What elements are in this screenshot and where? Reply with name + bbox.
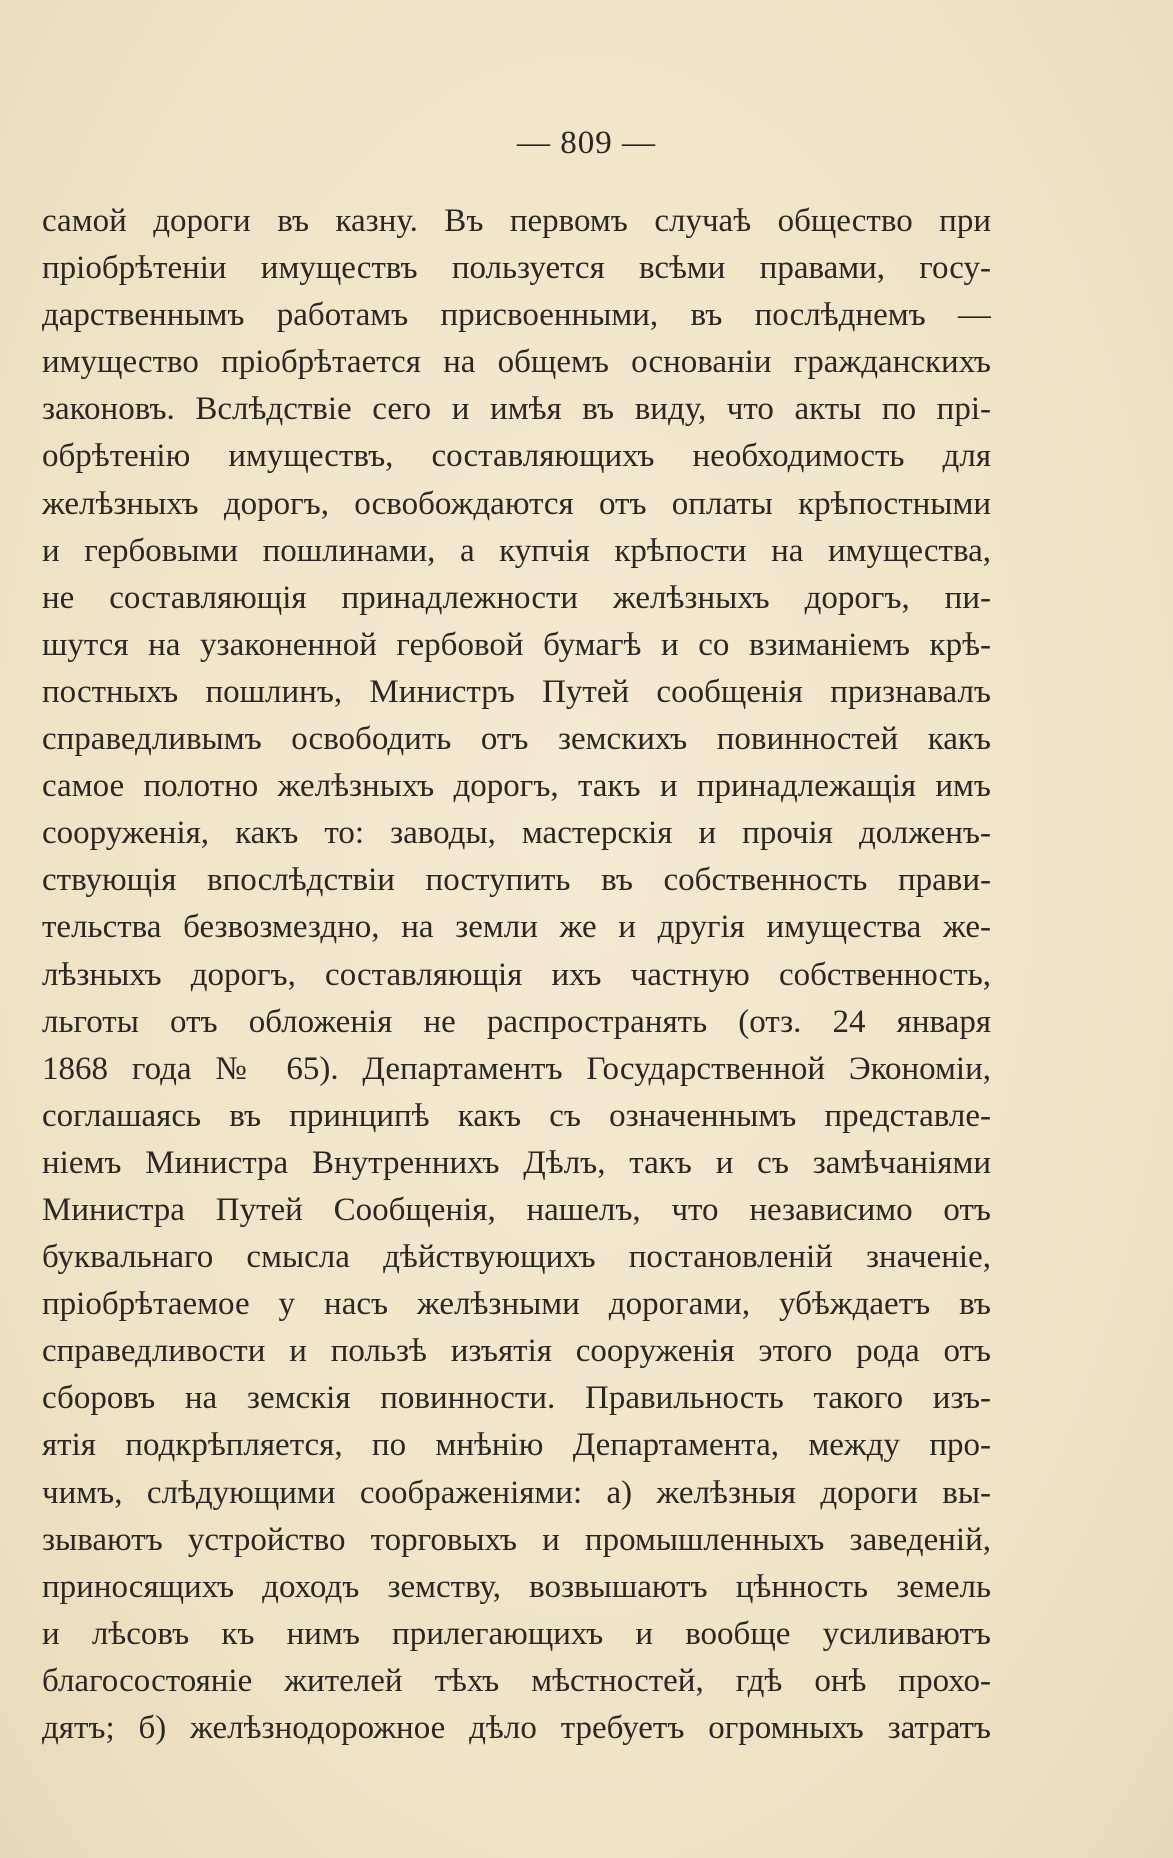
text-line: обрѣтенію имуществъ, составляющихъ необходимость для	[42, 438, 991, 475]
text-line: постныхъ пошлинъ, Министръ Путей сообщенія признавалъ	[42, 673, 991, 710]
text-line: желѣзныхъ дорогъ, освобождаются отъ оплаты крѣпостными	[42, 485, 991, 522]
text-line: справедливымъ освободить отъ земскихъ повинностей какъ	[42, 721, 991, 758]
text-line: Министра Путей Сообщенія, нашелъ, что независимо отъ	[42, 1191, 991, 1228]
page-number: — 809 —	[517, 125, 656, 161]
text-line: дятъ; б) желѣзнодорожное дѣло требуетъ огромныхъ затратъ	[42, 1710, 991, 1746]
text-line: самое полотно желѣзныхъ дорогъ, такъ и принадлежащія имъ	[42, 768, 991, 805]
text-line: зываютъ устройство торговыхъ и промышленныхъ заведеній,	[42, 1521, 991, 1558]
text-line: справедливости и пользѣ изъятія сооруженія этого рода отъ	[42, 1333, 991, 1370]
text-line: приносящихъ доходъ земству, возвышаютъ цѣнность земель	[42, 1568, 991, 1605]
text-line: тельства безвозмездно, на земли же и другія имущества же-	[42, 909, 991, 946]
text-line: ятія подкрѣпляется, по мнѣнію Департамента, между про-	[42, 1427, 991, 1464]
text-line: ствующія впослѣдствіи поступить въ собственность прави-	[42, 862, 991, 899]
text-line: дарственнымъ работамъ присвоенными, въ послѣднемъ —	[42, 297, 991, 334]
body-text	[42, 198, 991, 1752]
text-line: самой дороги въ казну. Въ первомъ случаѣ общество при	[42, 203, 991, 239]
text-line: соглашаясь въ принципѣ какъ съ означеннымъ представле-	[42, 1097, 991, 1134]
text-line: шутся на узаконенной гербовой бумагѣ и со взиманіемъ крѣ-	[42, 626, 991, 663]
text-line: 1868 года № 65). Департаментъ Государственной Экономіи,	[42, 1050, 991, 1087]
text-line: и гербовыми пошлинами, а купчія крѣпости на имущества,	[42, 532, 991, 569]
text-line: благосостояніе жителей тѣхъ мѣстностей, гдѣ онѣ прохо-	[42, 1662, 991, 1699]
text-line: чимъ, слѣдующими соображеніями: а) желѣзныя дороги вы-	[42, 1474, 991, 1511]
text-line: не составляющія принадлежности желѣзныхъ дорогъ, пи-	[42, 579, 991, 616]
text-line: льготы отъ обложенія не распространять (отз. 24 января	[42, 1003, 991, 1040]
text-line: ніемъ Министра Внутреннихъ Дѣлъ, такъ и съ замѣчаніями	[42, 1144, 991, 1181]
text-line: имущество пріобрѣтается на общемъ основаніи гражданскихъ	[42, 344, 991, 381]
text-line: законовъ. Вслѣдствіе сего и имѣя въ виду, что акты по прі-	[42, 391, 991, 428]
text-line: буквальнаго смысла дѣйствующихъ постановленій значеніе,	[42, 1239, 991, 1276]
text-line: лѣзныхъ дорогъ, составляющія ихъ частную собственность,	[42, 956, 991, 993]
text-line: пріобрѣтеніи имуществъ пользуется всѣми правами, госу-	[42, 250, 991, 287]
text-line: сборовъ на земскія повинности. Правильность такого изъ-	[42, 1380, 991, 1417]
text-line: и лѣсовъ къ нимъ прилегающихъ и вообще усиливаютъ	[42, 1615, 991, 1652]
text-line: сооруженія, какъ то: заводы, мастерскія и прочія долженъ-	[42, 815, 991, 852]
text-line: пріобрѣтаемое у насъ желѣзными дорогами, убѣждаетъ въ	[42, 1286, 991, 1323]
